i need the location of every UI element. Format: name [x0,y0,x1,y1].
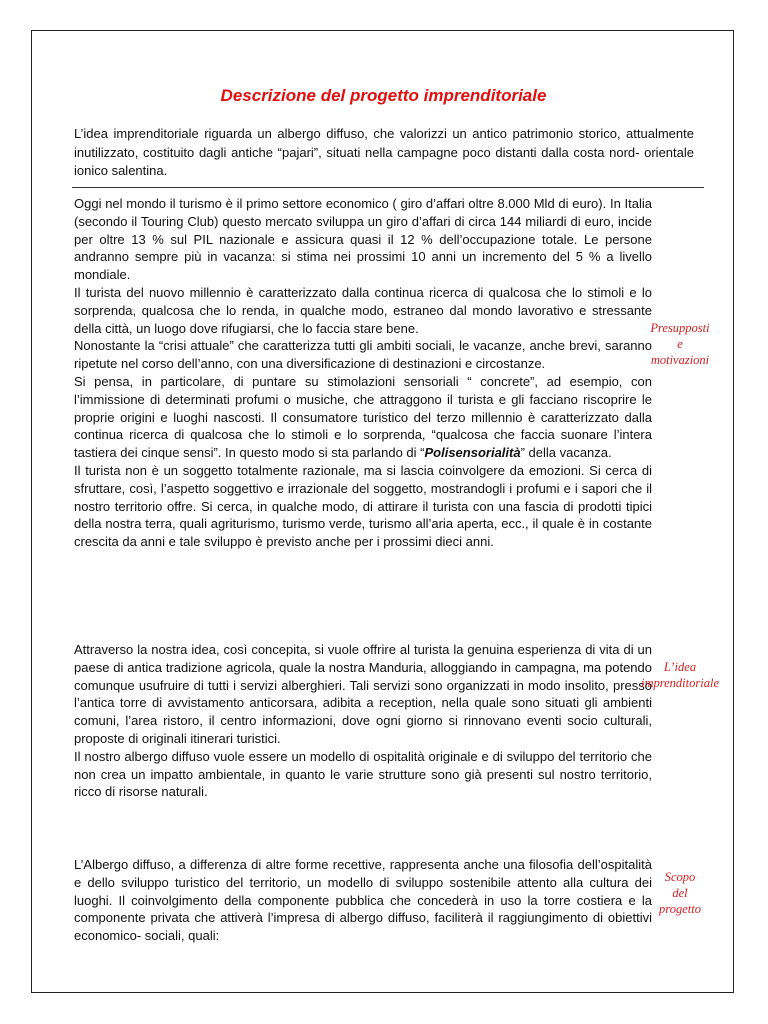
text-run: ” della vacanza. [520,445,612,461]
side-label-line: imprenditoriale [640,676,719,690]
side-label-line: Scopo [664,870,696,884]
document-title: Descrizione del progetto imprenditoriale [220,86,547,105]
paragraph: L’Albergo diffuso, a differenza di altre forme recettive, rappresenta anche una filosofia dell’ospitalità e dello sviluppo turistico del territorio, un modello di sviluppo sostenibile attento alla cultura dei luoghi. Il coinvolgimento della componente pubblica che concederà in uso la torre costiera e la componente privata che attiverà l’impresa di albergo diffuso, faciliterà il raggiungimento di obiettivi economico- sociali, quali: [74,857,652,944]
intro-paragraph: L’idea imprenditoriale riguarda un albergo diffuso, che valorizzi un antico patrimonio storico, attualmente inutilizzato, costituito dagli antiche “pajari”, situati nella campagne poco distanti dalla costa nord- orientale ionico salentina. [74,126,694,178]
section-divider [72,187,704,188]
section-idea [74,641,652,801]
side-label-presupposti [630,320,730,368]
side-label-scopo [630,869,730,917]
paragraph: Oggi nel mondo il turismo è il primo settore economico ( giro d’affari oltre 8.000 Mld di euro). In Italia (secondo il Touring Club) questo mercato sviluppa un giro d’affari di circa 144 miliardi di euro, incide per oltre 13 % sul PIL nazionale e assicura quasi il 12 % dell’occupazione totale. Le persone andranno sempre più in vacanza: si stima nei prossimi 10 anni un incremento del 5 % a livello mondiale. [74,196,652,283]
paragraph [74,373,652,462]
side-label-line: L’idea [663,660,697,674]
section-scopo [74,856,652,945]
paragraph: Il turista non è un soggetto totalmente razionale, ma si lascia coinvolgere da emozioni. Si cerca di sfruttare, così, l’aspetto soggettivo e irrazionale del soggetto, mostrandogli i profumi e i sapori che il nostro territorio offre. Si cerca, in qualche modo, di attirare il turista con una fascia di prodotti tipici della nostra terra, quali agriturismo, turismo verde, turismo all’aria aperta, ecc., il quale è in costante crescita da anni e tale sviluppo è previsto anche per i prossimi dieci anni. [74,462,652,550]
paragraph: Il nostro albergo diffuso vuole essere un modello di ospitalità originale e di sviluppo del territorio che non crea un impatto ambientale, in quanto le varie strutture sono già presenti sul nostro territorio, ricco di risorse naturali. [74,748,652,800]
side-label-idea [630,659,730,691]
paragraph: Il turista del nuovo millennio è caratterizzato dalla continua ricerca di qualcosa che lo stimoli e lo sorprenda, qualcosa che lo renda, in qualche modo, estraneo dal mondo lavorativo e stressante della città, un luogo dove rifugiarsi, che lo faccia stare bene. [74,284,652,336]
paragraph: Attraverso la nostra idea, così concepita, si vuole offrire al turista la genuina esperienza di vita di un paese di antica tradizione agricola, quale la nostra Manduria, alloggiando in campagna, ma potendo comunque usufruire di tutti i servizi alberghieri. Tali servizi sono organizzati in modo insolito, presso l’antica torre di avvistamento anticorsara, adibita a reception, nella quale sono situati gli ambienti comuni, l’area ristoro, il centro informazioni, dove ogni giorno si rinnovano eventi socio culturali, proposte di originali itinerari turistici. [74,642,652,746]
side-label-line: progetto [659,902,701,916]
side-label-line: del [672,886,688,900]
paragraph: Nonostante la “crisi attuale” che caratterizza tutti gli ambiti sociali, le vacanze, anche brevi, saranno ripetute nel corso dell’anno, con una diversificazione di destinazioni e circostanze. [74,338,652,372]
side-label-line: e [677,337,683,351]
emphasis-term: Polisensorialità [424,445,521,461]
section-presupposti [74,195,652,551]
side-label-line: motivazioni [650,353,710,367]
side-label-line: Presupposti [650,321,710,335]
text-run: Si pensa, in particolare, di puntare su stimolazioni sensoriali “ concrete”, ad esempio, con l’immissione di determinati profumi o musiche, che attraggono il turista e gli facciano riscoprire le proprie origini e luoghi nascosti. Il consumatore turistico del terzo millennio è caratterizzato dalla continua ricerca di qualcosa che lo stimoli e lo sorprenda, “qualcosa che faccia suonare l’intera tastiera dei cinque sensi”. In questo modo si sta parlando di “ [74,373,652,461]
document-page [31,30,734,993]
